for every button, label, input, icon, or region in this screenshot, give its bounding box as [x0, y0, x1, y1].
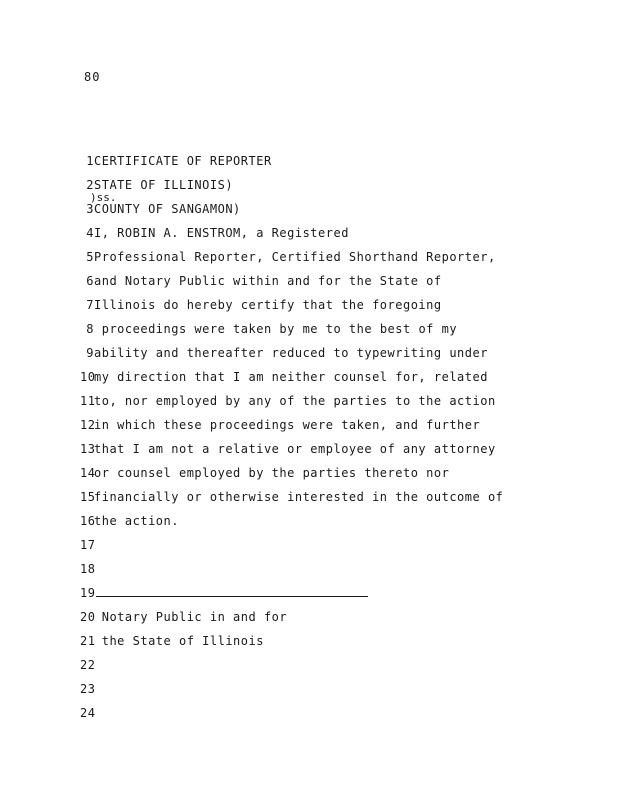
line-text: the action. [94, 514, 179, 528]
line-number: 10 [80, 370, 96, 384]
signature-line [96, 587, 368, 597]
line-text: and Notary Public within and for the State of [94, 274, 442, 288]
line-number: 17 [80, 538, 96, 552]
line-number: 23 [80, 682, 96, 696]
line-number: 15 [80, 490, 96, 504]
line-number: 6 [86, 274, 94, 288]
line-number: 7 [86, 298, 94, 312]
line-number: 3 [86, 202, 94, 216]
line-text: proceedings were taken by me to the best of my [101, 322, 458, 336]
line-text: that I am not a relative or employee of any attorney [94, 442, 496, 456]
line-number: 14 [80, 466, 96, 480]
line-number: 9 [86, 346, 94, 360]
line-text: CERTIFICATE OF REPORTER [94, 154, 272, 168]
line-text: Notary Public in and for [101, 610, 288, 624]
line-number: 16 [80, 514, 96, 528]
line-text: ability and thereafter reduced to typewriting under [94, 346, 488, 360]
line-number: 4 [86, 226, 94, 240]
transcript-line-10 [80, 370, 488, 384]
line-number: 12 [80, 418, 96, 432]
line-text: financially or otherwise interested in the outcome of [94, 490, 504, 504]
transcript-line-21 [80, 634, 264, 648]
transcript-line-11 [80, 394, 496, 408]
transcript-line-24 [80, 706, 94, 720]
ss-marker: )ss. [90, 191, 117, 204]
line-number: 20 [80, 610, 96, 624]
transcript-line-3 [80, 202, 241, 216]
page-number: 80 [84, 70, 101, 84]
transcript-line-12 [80, 418, 480, 432]
line-text: Illinois do hereby certify that the foregoing [94, 298, 442, 312]
transcript-line-2 [80, 178, 233, 192]
transcript-line-19 [80, 586, 368, 600]
line-text: I, ROBIN A. ENSTROM, a Registered [94, 226, 349, 240]
transcript-line-15 [80, 490, 503, 504]
transcript-line-4 [80, 226, 349, 240]
line-number: 5 [86, 250, 94, 264]
line-text: STATE OF ILLINOIS) [94, 178, 234, 192]
transcript-line-14 [80, 466, 449, 480]
transcript-line-20 [80, 610, 287, 624]
line-number: 21 [80, 634, 96, 648]
transcript-line-23 [80, 682, 94, 696]
transcript-line-13 [80, 442, 496, 456]
line-number: 13 [80, 442, 96, 456]
line-number: 24 [80, 706, 96, 720]
line-text: Professional Reporter, Certified Shorthand Reporter, [94, 250, 496, 264]
transcript-line-7 [80, 298, 442, 312]
transcript-line-6 [80, 274, 442, 288]
transcript-line-17 [80, 538, 94, 552]
line-number: 11 [80, 394, 96, 408]
line-number: 8 [86, 322, 94, 336]
line-number: 2 [86, 178, 94, 192]
transcript-line-5 [80, 250, 496, 264]
line-text: in which these proceedings were taken, and further [94, 418, 481, 432]
line-number: 18 [80, 562, 96, 576]
line-text: my direction that I am neither counsel for, related [94, 370, 488, 384]
line-number: 22 [80, 658, 96, 672]
line-text: to, nor employed by any of the parties to the action [94, 394, 496, 408]
transcript-line-18 [80, 562, 94, 576]
line-number: 19 [80, 586, 96, 600]
line-number: 1 [86, 154, 94, 168]
transcript-line-22 [80, 658, 94, 672]
line-text: or counsel employed by the parties thereto nor [94, 466, 450, 480]
transcript-line-16 [80, 514, 179, 528]
transcript-line-1 [80, 154, 272, 168]
transcript-line-8 [80, 322, 457, 336]
line-text: the State of Illinois [101, 634, 264, 648]
line-text: COUNTY OF SANGAMON) [94, 202, 241, 216]
transcript-line-9 [80, 346, 488, 360]
